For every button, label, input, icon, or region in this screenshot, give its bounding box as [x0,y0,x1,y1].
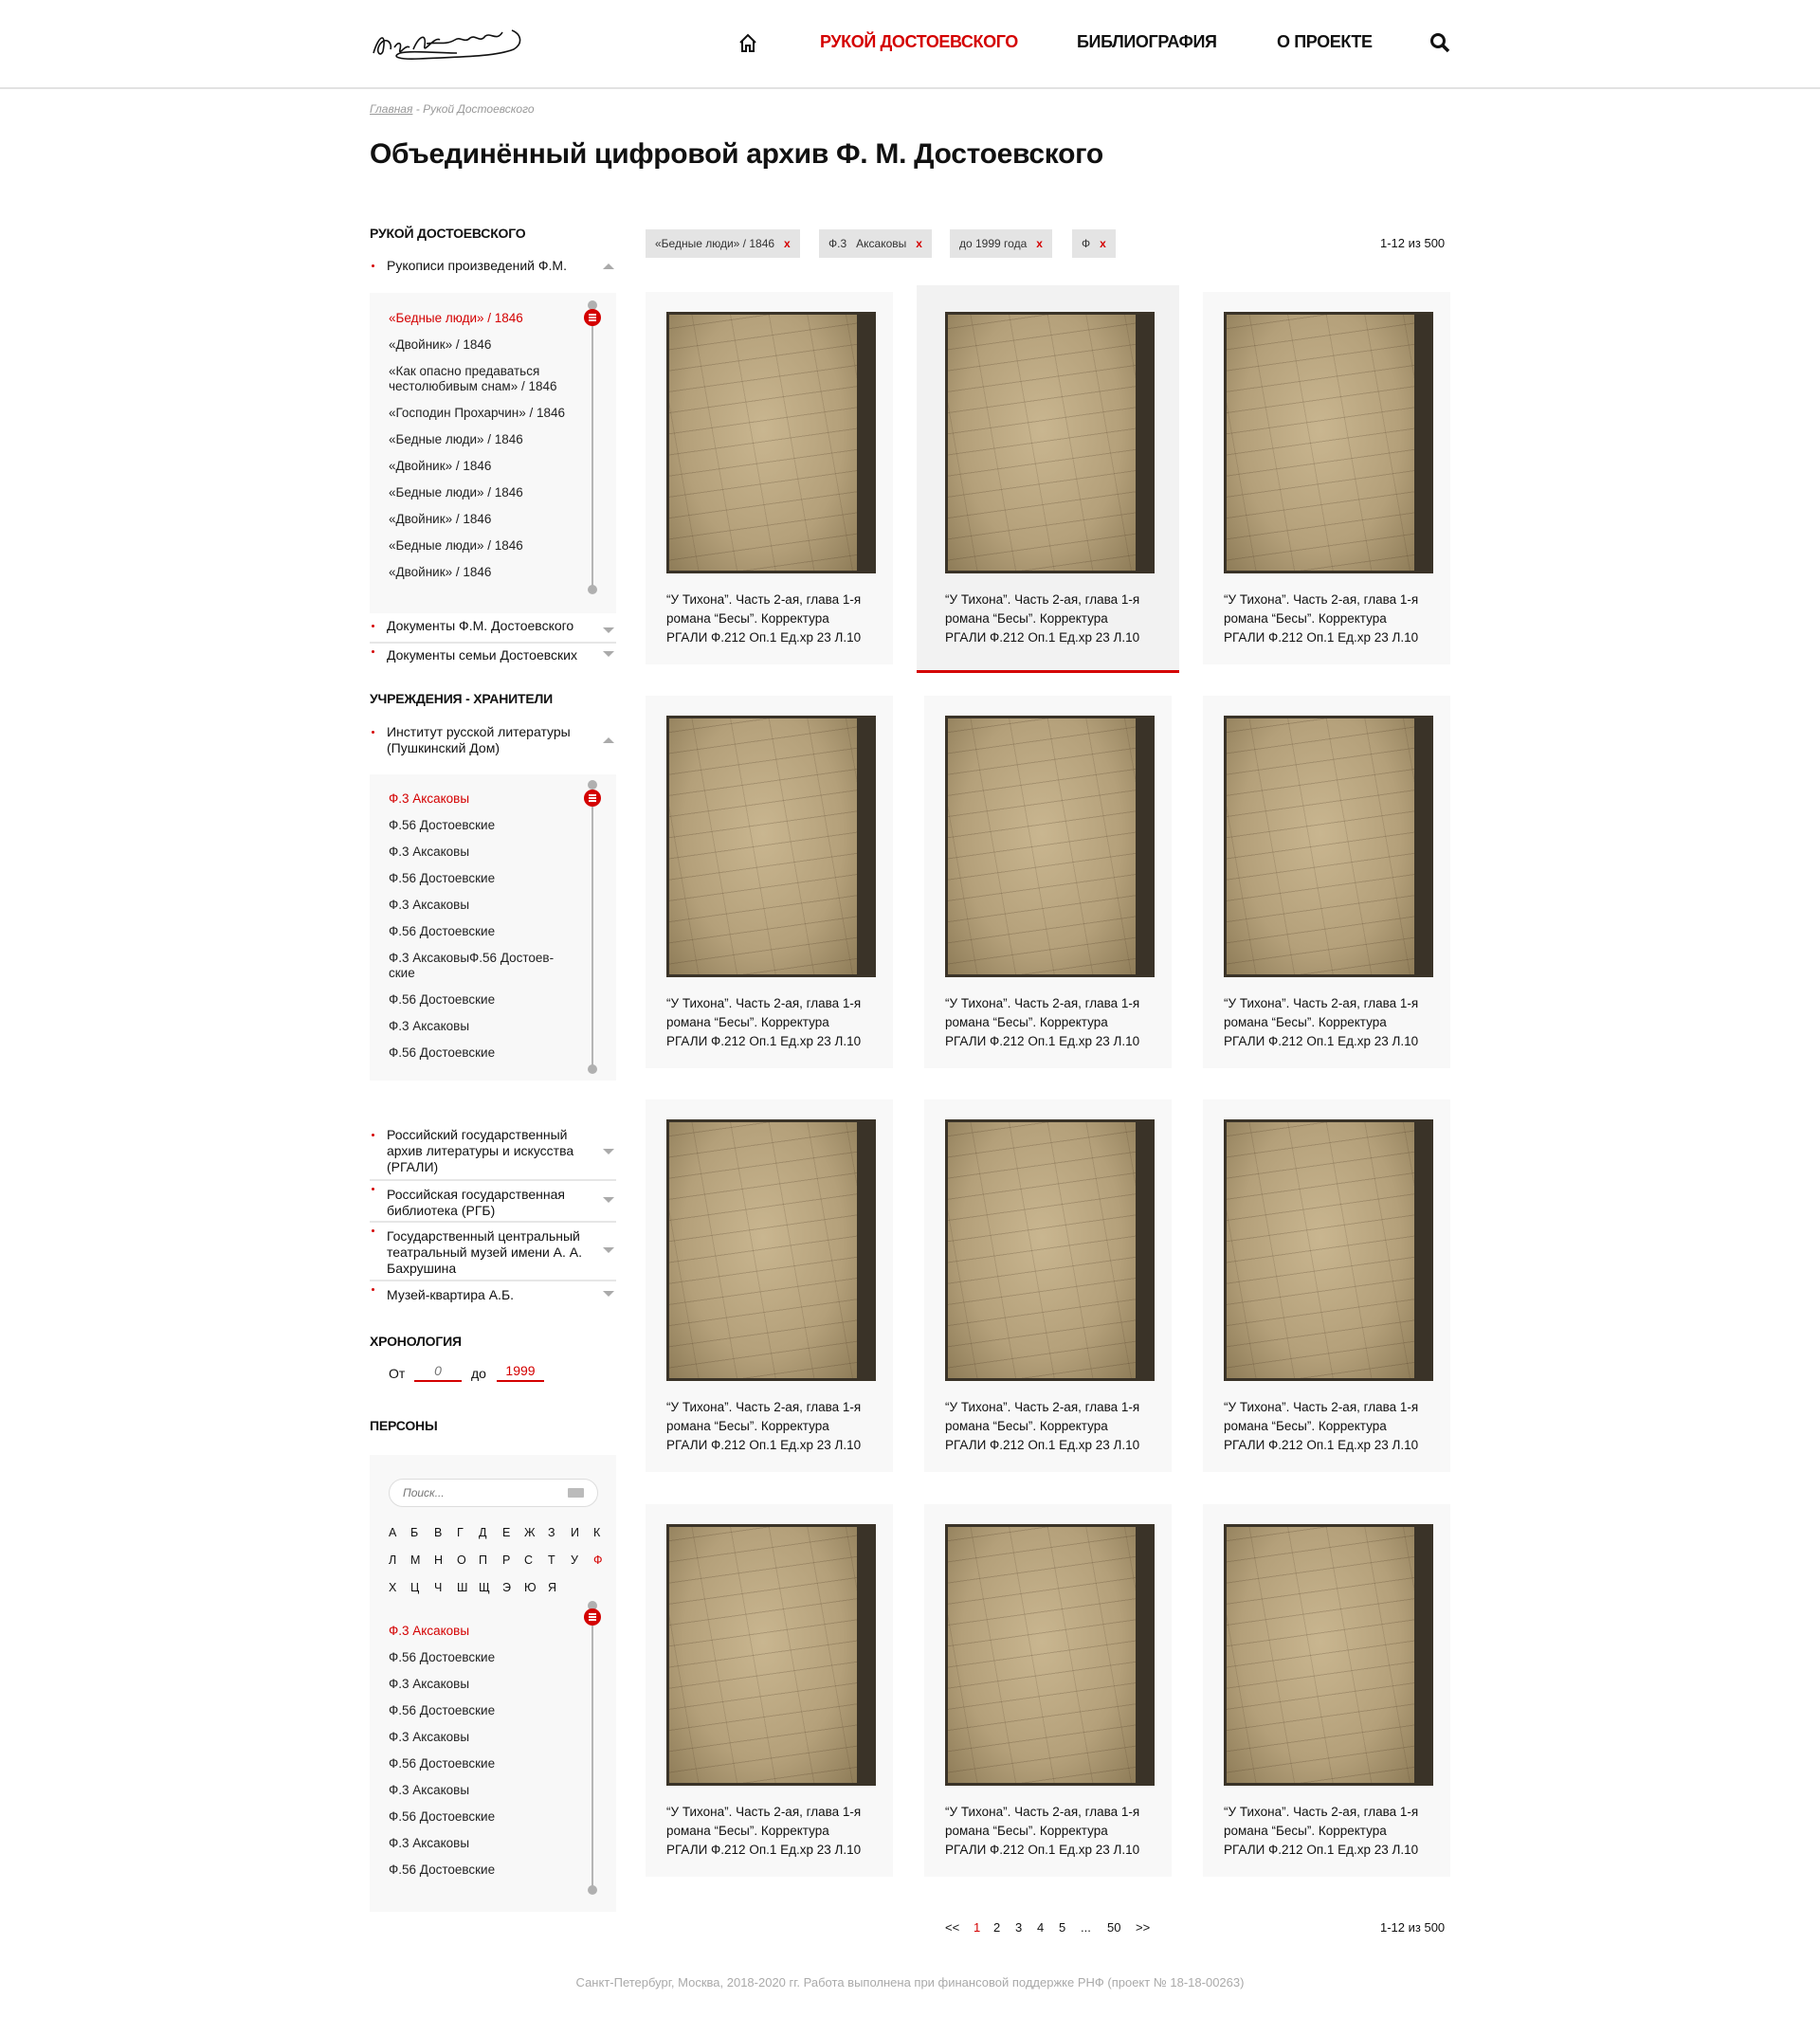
manuscript-card[interactable] [1203,696,1450,1068]
letter-filter[interactable]: Т [548,1554,555,1567]
letter-filter[interactable]: Ш [457,1581,468,1594]
letter-filter[interactable]: У [571,1554,578,1567]
letter-filter[interactable]: Х [389,1581,397,1594]
chevron-down-icon [603,1197,614,1203]
group-label: Документы семьи Достоевских [387,647,577,663]
chevron-down-icon [603,1247,614,1253]
list-item[interactable]: Ф.56 Достоевские [389,992,496,1007]
list-item[interactable]: Ф.3 Аксаковы [389,1677,470,1691]
to-label: до [471,1366,486,1381]
list-item[interactable]: Ф.56 Достоевские [389,818,496,832]
list-item[interactable]: Ф.56 Достоевские [389,1703,496,1717]
letter-filter[interactable]: Е [502,1526,511,1539]
breadcrumb-home-link[interactable]: Главная [370,102,413,116]
page-link[interactable]: 50 [1107,1920,1121,1935]
list-item[interactable]: Ф.3 Аксаковы [389,845,470,859]
list-item[interactable]: «Бедные люди» / 1846 [389,538,523,553]
remove-filter-icon[interactable]: x [916,237,922,250]
page-link[interactable]: ... [1081,1920,1091,1935]
page-title: Объединённый цифровой архив Ф. М. Достоевского [370,138,1103,170]
card-caption [666,994,880,1051]
section-heading-rukoy: РУКОЙ ДОСТОЕВСКОГО [370,226,526,241]
list-item[interactable]: Ф.56 Достоевские [389,1756,496,1771]
letter-filter[interactable]: В [434,1526,443,1539]
list-item[interactable]: «Двойник» / 1846 [389,337,492,352]
filter-label: до 1999 года [959,237,1028,250]
card-caption [1224,1398,1437,1455]
card-caption [945,1803,1158,1860]
breadcrumb-current: Рукой Достоевского [423,102,535,116]
manuscript-card[interactable] [1203,1504,1450,1877]
manuscript-thumbnail [1224,1524,1433,1786]
letter-filter[interactable]: Н [434,1554,444,1567]
letter-filter[interactable]: Ф [593,1554,603,1567]
page-link[interactable]: << [945,1920,960,1935]
card-archive-ref: РГАЛИ Ф.212 Оп.1 Ед.хр 23 Л.10 [666,630,862,645]
scroll-bottom-dot [588,1885,597,1895]
card-archive-ref: РГАЛИ Ф.212 Оп.1 Ед.хр 23 Л.10 [945,1034,1140,1048]
chevron-down-icon [603,1149,614,1154]
manuscript-thumbnail [1224,716,1433,977]
group-rgali[interactable] [370,1127,616,1176]
scrollbar-track[interactable] [592,1607,593,1889]
manuscript-card[interactable] [646,696,893,1068]
breadcrumb [370,102,535,116]
group-rgb[interactable] [370,1179,616,1219]
nav-rukoy-dostoevskogo[interactable]: РУКОЙ ДОСТОЕВСКОГО [820,32,1018,51]
list-item[interactable]: Ф.3 Аксаковы [389,1019,470,1033]
card-caption [666,1398,880,1455]
section-heading-uchrezhdeniya: УЧРЕЖДЕНИЯ - ХРАНИТЕЛИ [370,691,553,706]
list-item[interactable]: «Двойник» / 1846 [389,565,492,579]
list-item[interactable]: «Как опасно предаваться честолюбивым снам» / 1846 [389,364,557,393]
card-archive-ref: РГАЛИ Ф.212 Оп.1 Ед.хр 23 Л.10 [1224,1438,1419,1452]
list-item[interactable]: «Бедные люди» / 1846 [389,485,523,500]
group-label: Рукописи произведений Ф.М. [387,258,567,273]
letter-filter[interactable]: Б [410,1526,419,1539]
list-item[interactable]: Ф.3 Аксаковы [389,1783,470,1797]
section-heading-chronology: ХРОНОЛОГИЯ [370,1334,462,1349]
card-caption [666,591,880,647]
filter-label: Ф.3 Аксаковы [828,237,907,250]
scrollbar-thumb[interactable] [584,790,601,807]
card-archive-ref: РГАЛИ Ф.212 Оп.1 Ед.хр 23 Л.10 [666,1438,862,1452]
nav-bibliografiya[interactable]: БИБЛИОГРАФИЯ [1077,32,1217,51]
list-item[interactable]: Ф.3 Аксаковы [389,1730,470,1744]
manuscript-thumbnail [666,716,876,977]
list-item[interactable]: «Бедные люди» / 1846 [389,311,523,325]
letter-filter[interactable]: П [479,1554,487,1567]
manuscript-card[interactable] [1203,292,1450,664]
list-item[interactable]: Ф.56 Достоевские [389,1650,496,1664]
card-archive-ref: РГАЛИ Ф.212 Оп.1 Ед.хр 23 Л.10 [1224,630,1419,645]
list-item[interactable]: Ф.3 Аксаковы [389,1836,470,1850]
manuscript-thumbnail [945,1524,1155,1786]
chevron-down-icon [603,627,614,633]
chevron-down-icon [603,1291,614,1297]
card-archive-ref: РГАЛИ Ф.212 Оп.1 Ед.хр 23 Л.10 [945,630,1140,645]
card-title: “У Тихона”. Часть 2-ая, глава 1-я романа “Бесы”. Корректура [666,1400,862,1433]
list-item[interactable]: Ф.56 Достоевские [389,1862,496,1877]
letter-filter[interactable]: Ц [410,1581,420,1594]
manuscript-card[interactable] [646,1099,893,1472]
letter-filter[interactable]: З [548,1526,555,1539]
scroll-bottom-dot [588,1064,597,1074]
list-item[interactable]: Ф.3 АксаковыФ.56 Достоев-ские [389,951,555,980]
letter-filter[interactable]: С [524,1554,534,1567]
list-item[interactable]: «Господин Прохарчин» / 1846 [389,406,566,420]
group-rukopisi[interactable] [370,258,616,274]
manuscript-thumbnail [666,1119,876,1381]
card-archive-ref: РГАЛИ Ф.212 Оп.1 Ед.хр 23 Л.10 [666,1843,862,1857]
scroll-bottom-dot [588,585,597,594]
result-count-top: 1-12 из 500 [1380,236,1446,250]
chevron-down-icon [603,651,614,657]
list-item[interactable]: «Двойник» / 1846 [389,512,492,526]
card-caption [1224,994,1437,1051]
manuscript-thumbnail [945,312,1155,573]
letter-filter[interactable]: Л [389,1554,397,1567]
group-label: Музей-квартира А.Б. [387,1287,515,1302]
page-link[interactable]: 1 [974,1920,981,1935]
persons-search-input[interactable] [403,1484,555,1501]
page-link[interactable]: 4 [1037,1920,1045,1935]
letter-filter[interactable]: Ж [524,1526,536,1539]
card-caption [945,994,1158,1051]
page-link[interactable]: 5 [1059,1920,1066,1935]
scrollbar-track[interactable] [592,306,593,589]
section-heading-persons: ПЕРСОНЫ [370,1418,438,1433]
filter-chip[interactable] [950,229,1052,258]
letter-filter[interactable]: О [457,1554,466,1567]
card-title: “У Тихона”. Часть 2-ая, глава 1-я романа “Бесы”. Корректура [945,1805,1140,1838]
card-archive-ref: РГАЛИ Ф.212 Оп.1 Ед.хр 23 Л.10 [1224,1034,1419,1048]
year-to-input[interactable] [497,1361,544,1382]
card-caption [1224,1803,1437,1860]
list-item[interactable]: Ф.3 Аксаковы [389,791,470,806]
manuscript-thumbnail [1224,312,1433,573]
filter-chip[interactable] [646,229,800,258]
nav-o-proekte[interactable]: О ПРОЕКТЕ [1277,32,1373,51]
letter-filter[interactable]: Ч [434,1581,443,1594]
card-title: “У Тихона”. Часть 2-ая, глава 1-я романа “Бесы”. Корректура [1224,1400,1419,1433]
letter-filter[interactable]: Г [457,1526,464,1539]
keyboard-icon[interactable] [568,1488,584,1498]
funds-list [370,774,616,1081]
list-item[interactable]: «Двойник» / 1846 [389,459,492,473]
group-bakhrushin[interactable] [370,1221,616,1278]
page-link[interactable]: 2 [993,1920,1001,1935]
home-icon[interactable] [737,32,758,58]
persons-search[interactable] [389,1479,598,1507]
list-item[interactable]: Ф.56 Достоевские [389,871,496,885]
group-pushkinsky-dom[interactable] [370,724,616,756]
list-item[interactable]: Ф.56 Достоевские [389,1809,496,1824]
page-link[interactable]: 3 [1015,1920,1023,1935]
card-archive-ref: РГАЛИ Ф.212 Оп.1 Ед.хр 23 Л.10 [1224,1843,1419,1857]
card-title: “У Тихона”. Часть 2-ая, глава 1-я романа “Бесы”. Корректура [666,996,862,1029]
works-list [370,293,616,613]
card-title: “У Тихона”. Часть 2-ая, глава 1-я романа “Бесы”. Корректура [945,1400,1140,1433]
card-archive-ref: РГАЛИ Ф.212 Оп.1 Ед.хр 23 Л.10 [945,1438,1140,1452]
manuscript-thumbnail [945,1119,1155,1381]
card-archive-ref: РГАЛИ Ф.212 Оп.1 Ед.хр 23 Л.10 [666,1034,862,1048]
card-title: “У Тихона”. Часть 2-ая, глава 1-я романа “Бесы”. Корректура [1224,1805,1419,1838]
remove-filter-icon[interactable]: x [1036,237,1043,250]
card-caption [666,1803,880,1860]
list-item[interactable]: Ф.56 Достоевские [389,1045,496,1060]
card-archive-ref: РГАЛИ Ф.212 Оп.1 Ед.хр 23 Л.10 [945,1843,1140,1857]
result-count-bottom: 1-12 из 500 [1380,1920,1446,1935]
search-icon[interactable] [1429,32,1450,58]
breadcrumb-separator: - [412,102,424,116]
card-title: “У Тихона”. Часть 2-ая, глава 1-я романа “Бесы”. Корректура [1224,996,1419,1029]
manuscript-thumbnail [945,716,1155,977]
group-label: Институт русской литературы (Пушкинский Дом) [387,724,571,755]
group-dokumenty-fm[interactable] [370,618,616,642]
filter-label: «Бедные люди» / 1846 [655,237,775,250]
scrollbar-thumb[interactable] [584,1608,601,1626]
footer-text: Санкт-Петербург, Москва, 2018-2020 гг. Работа выполнена при финансовой поддержке РНФ (проект № 18-18-00263) [575,1975,1245,1990]
scrollbar-track[interactable] [592,786,593,1068]
letter-filter[interactable]: Р [502,1554,511,1567]
manuscript-card[interactable] [917,285,1179,673]
group-label: Российский государственный архив литературы и искусства (РГАЛИ) [387,1127,574,1174]
remove-filter-icon[interactable]: x [1100,237,1106,250]
group-muzey-kvartira[interactable] [370,1280,616,1306]
filter-chip[interactable] [1072,229,1116,258]
scroll-top-dot [588,780,597,790]
manuscript-card[interactable] [646,292,893,664]
list-item[interactable]: «Бедные люди» / 1846 [389,432,523,446]
site-header [0,0,1820,89]
letter-filter[interactable]: М [410,1554,421,1567]
group-label: Документы Ф.М. Достоевского [387,618,574,633]
card-title: “У Тихона”. Часть 2-ая, глава 1-я романа “Бесы”. Корректура [666,1805,862,1838]
group-dokumenty-semi[interactable] [370,642,616,663]
letter-filter[interactable]: К [593,1526,601,1539]
manuscript-card[interactable] [924,1099,1172,1472]
filter-label: Ф [1082,237,1091,250]
manuscript-thumbnail [666,1524,876,1786]
manuscript-card[interactable] [924,1504,1172,1877]
card-caption [1224,591,1437,647]
year-from-input[interactable] [414,1361,462,1382]
card-title: “У Тихона”. Часть 2-ая, глава 1-я романа “Бесы”. Корректура [945,996,1140,1029]
letter-filter[interactable]: Ю [524,1581,537,1594]
card-caption [945,591,1158,647]
group-label: Государственный центральный театральный музей имени А. А. Бахрушина [387,1228,583,1276]
manuscript-card[interactable] [924,696,1172,1068]
from-label: От [389,1366,406,1381]
letter-filter[interactable]: И [571,1526,579,1539]
card-title: “У Тихона”. Часть 2-ая, глава 1-я романа “Бесы”. Корректура [666,592,862,626]
persons-panel [370,1455,616,1912]
signature-logo[interactable] [370,25,529,63]
filter-chip[interactable] [819,229,932,258]
letter-filter[interactable]: Э [502,1581,511,1594]
list-item[interactable]: Ф.3 Аксаковы [389,1624,470,1638]
list-item[interactable]: Ф.56 Достоевские [389,924,496,938]
card-title: “У Тихона”. Часть 2-ая, глава 1-я романа “Бесы”. Корректура [1224,592,1419,626]
page-link[interactable]: >> [1136,1920,1151,1935]
manuscript-thumbnail [1224,1119,1433,1381]
letter-filter[interactable]: Д [479,1526,487,1539]
manuscript-card[interactable] [1203,1099,1450,1472]
card-caption [945,1398,1158,1455]
manuscript-thumbnail [666,312,876,573]
remove-filter-icon[interactable]: x [784,237,791,250]
manuscript-card[interactable] [646,1504,893,1877]
group-label: Российская государственная библиотека (РГБ) [387,1187,566,1218]
letter-filter[interactable]: Я [548,1581,557,1594]
scrollbar-thumb[interactable] [584,309,601,326]
card-title: “У Тихона”. Часть 2-ая, глава 1-я романа “Бесы”. Корректура [945,592,1140,626]
letter-filter[interactable]: Щ [479,1581,490,1594]
letter-filter[interactable]: А [389,1526,397,1539]
list-item[interactable]: Ф.3 Аксаковы [389,898,470,912]
chevron-up-icon [603,737,614,743]
chevron-up-icon [603,263,614,269]
